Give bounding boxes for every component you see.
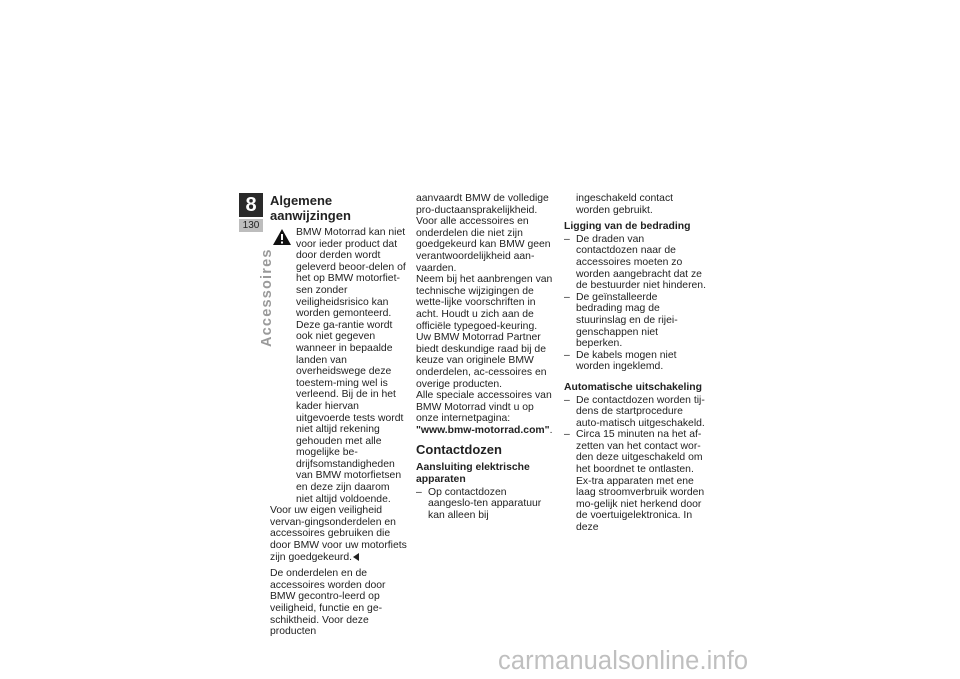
watermark: carmanualsonline.info bbox=[498, 647, 749, 675]
list-item: – Circa 15 minuten na het af-zetten van het contact wor-den deze uitgeschakeld om het boordnet te ontlasten. Ex-tra apparaten met ene laag stroomverbruik worden mo-gelijk niet herkend door de voertuigelektronica. In deze bbox=[564, 429, 706, 533]
warning-text-2: Voor uw eigen veiligheid vervan-gingsonderdelen en accessoires gebruiken die door BMW voor uw motorfiets zijn goedgekeurd. bbox=[270, 505, 407, 563]
list-wiring bbox=[564, 234, 706, 373]
page-number: 130 bbox=[239, 219, 263, 232]
body-paragraph: aanvaardt BMW de volledige pro-ductaansprakelijkheid. Voor alle accessoires en onderdelen die niet zijn goedgekeurd kan BMW geen verantwoordelijkheid aan-vaarden. bbox=[416, 193, 551, 274]
list-item-continuation: ingeschakeld contact worden gebruikt. bbox=[576, 193, 674, 216]
chapter-title-vertical: Accessoires bbox=[259, 248, 275, 347]
list-item: – De draden van contactdozen naar de accessoires moeten zo worden aangebracht dat ze de bestuurder niet hinderen. bbox=[564, 234, 706, 292]
body-paragraph: Neem bij het aanbrengen van technische wijzigingen de wette-lijke voorschriften in acht. Houdt u zich aan de officiële typegoed-keuring. bbox=[416, 274, 553, 332]
column-3 bbox=[564, 193, 706, 534]
website-link[interactable]: "www.bmw-motorrad.com" bbox=[416, 424, 550, 436]
column-2 bbox=[416, 193, 554, 521]
body-paragraph: De onderdelen en de accessoires worden door BMW gecontro-leerd op veiligheid, functie en ge-schiktheid. Voor deze producten bbox=[270, 568, 386, 638]
warning-triangle-icon bbox=[272, 228, 292, 246]
chapter-tab bbox=[239, 193, 263, 237]
subheading-auto-off: Automatische uitschakeling bbox=[564, 381, 702, 393]
body-paragraph: Alle speciale accessoires van BMW Motorrad vindt u op onze internetpagina: "www.bmw-motorrad.com". bbox=[416, 390, 553, 436]
section-heading-general: Algemene aanwijzingen bbox=[270, 193, 351, 223]
list-auto-off bbox=[564, 395, 706, 534]
list-item: – De geïnstalleerde bedrading mag de stuurinslag en de rijei-genschappen niet beperken. bbox=[564, 292, 706, 350]
subheading-wiring: Ligging van de bedrading bbox=[564, 221, 691, 233]
list-item: – De kabels mogen niet worden ingeklemd. bbox=[564, 350, 706, 373]
list bbox=[416, 487, 554, 522]
chapter-number: 8 bbox=[239, 193, 263, 217]
warning-text: BMW Motorrad kan niet voor ieder product dat door derden wordt geleverd beoor-delen of het op BMW motorfiet-sen zonder veiligheidsrisico kan worden gemonteerd. Deze ga-rantie wordt ook niet gegeven wanneer in bepaalde landen van overheidswege deze toestem-ming wel is verleend. Bij de in het kader hiervan uitgevoerde tests wordt niet altijd rekening gehouden met alle mogelijke be-drijfsomstandigheden van BMW motorfietsen en deze zijn daarom niet altijd voldoende. bbox=[296, 227, 406, 505]
subheading-connection: Aansluiting elektrische apparaten bbox=[416, 462, 530, 486]
body-paragraph: Uw BMW Motorrad Partner biedt deskundige raad bij de keuze van originele BMW onderdelen, ac-cessoires en overige producten. bbox=[416, 332, 547, 390]
section-heading-sockets: Contactdozen bbox=[416, 442, 502, 458]
end-of-warning-icon bbox=[353, 553, 359, 561]
column-1 bbox=[270, 193, 408, 638]
list-item: – De contactdozen worden tij-dens de startprocedure auto-matisch uitgeschakeld. bbox=[564, 395, 706, 430]
warning-block bbox=[270, 227, 408, 505]
list-item: – Op contactdozen aangeslo-ten apparatuur kan alleen bij bbox=[416, 487, 554, 522]
